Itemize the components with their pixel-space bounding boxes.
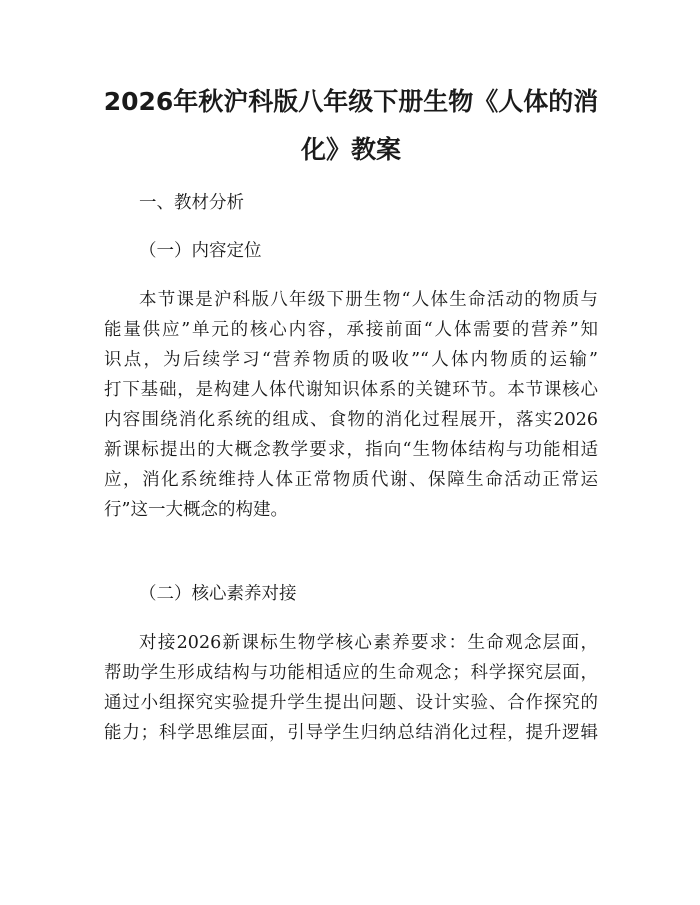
paragraph-line: 能力；科学思维层面，引导学生归纳总结消化过程，提升逻辑 — [104, 723, 598, 743]
paragraph-line: 通过小组探究实验提升学生提出问题、设计实验、合作探究的 — [104, 693, 598, 713]
paragraph-line: 行”这一大概念的构建。 — [104, 500, 288, 520]
section-heading-textbook-analysis: 一、教材分析 — [139, 193, 244, 213]
paragraph-content-positioning — [104, 285, 598, 525]
subsection-heading-content-positioning: （一）内容定位 — [139, 241, 262, 261]
paragraph-line: 能量供应”单元的核心内容，承接前面“人体需要的营养”知 — [104, 320, 598, 340]
subsection-heading-core-literacy: （二）核心素养对接 — [139, 584, 297, 604]
paragraph-line: 本节课是沪科版八年级下册生物“人体生命活动的物质与 — [139, 290, 598, 310]
paragraph-line: 打下基础，是构建人体代谢知识体系的关键环节。本节课核心 — [104, 380, 598, 400]
paragraph-core-literacy — [104, 628, 598, 748]
paragraph-line: 识点，为后续学习“营养物质的吸收”“人体内物质的运输” — [104, 350, 598, 370]
paragraph-line: 对接2026新课标生物学核心素养要求：生命观念层面， — [139, 633, 598, 653]
document-title-line-1: 2026年秋沪科版八年级下册生物《人体的消 — [103, 87, 599, 116]
paragraph-line: 新课标提出的大概念教学要求，指向“生物体结构与功能相适 — [104, 440, 598, 460]
paragraph-line: 应，消化系统维持人体正常物质代谢、保障生命活动正常运 — [104, 470, 598, 490]
paragraph-line: 内容围绕消化系统的组成、食物的消化过程展开，落实2026 — [104, 410, 598, 430]
paragraph-line: 帮助学生形成结构与功能相适应的生命观念；科学探究层面， — [104, 663, 598, 683]
document-title-line-2: 化》教案 — [300, 135, 401, 164]
